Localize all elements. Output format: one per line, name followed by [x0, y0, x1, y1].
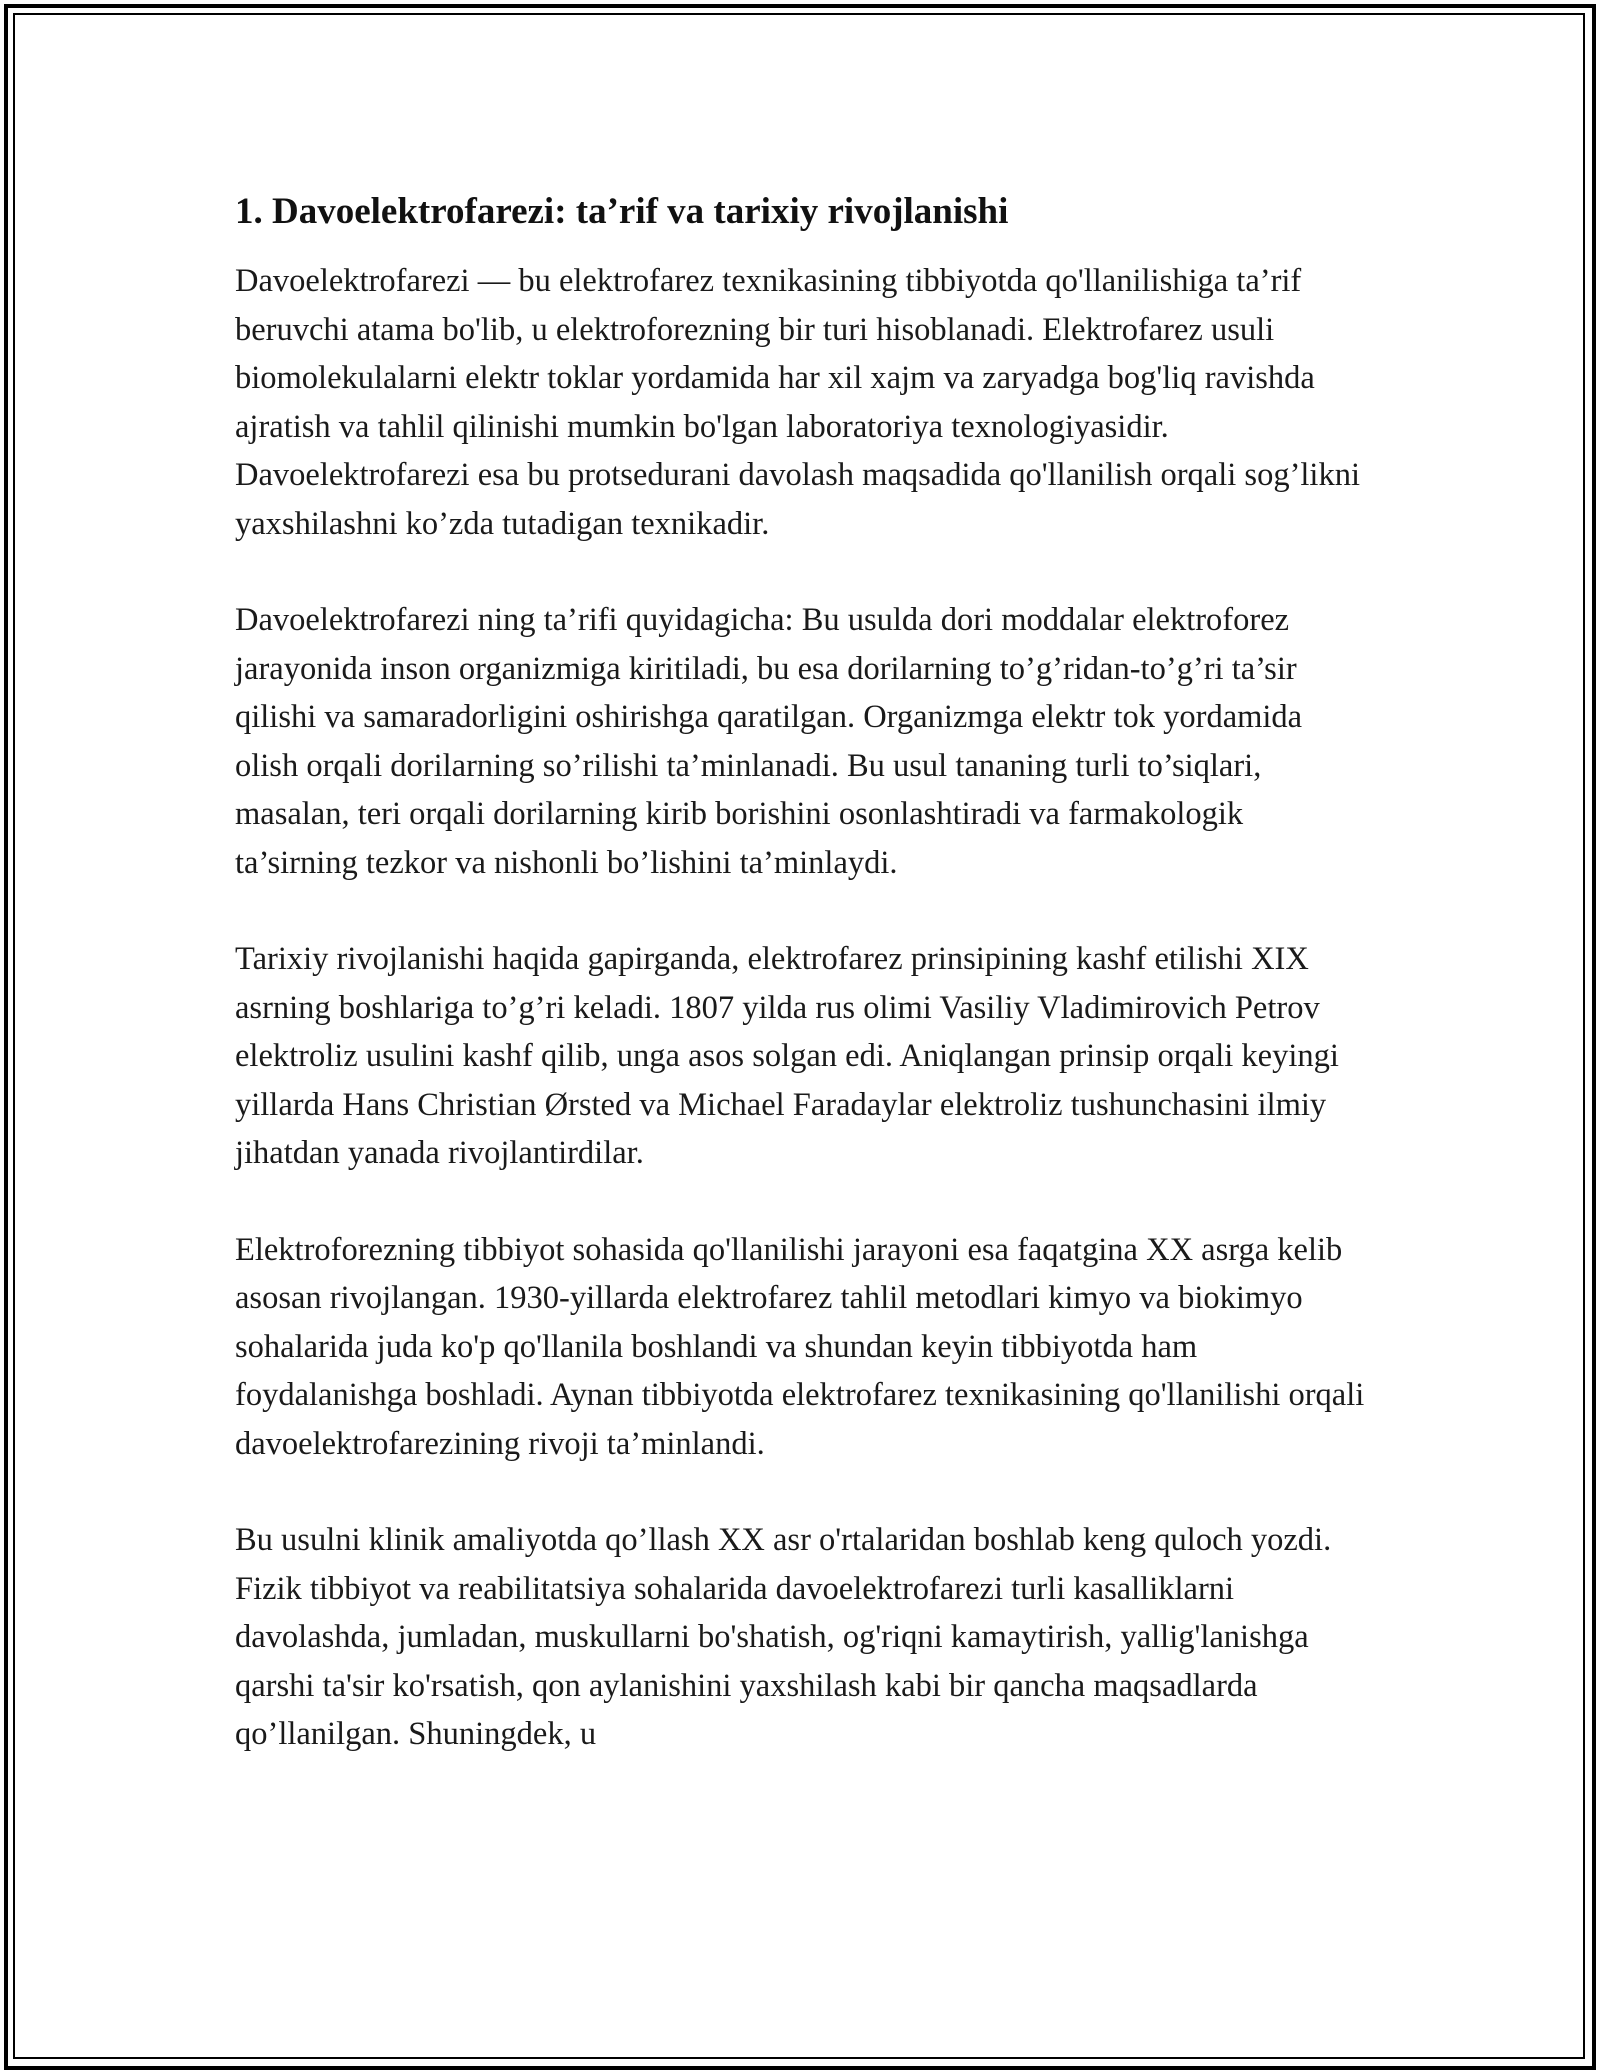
paragraph-clinical-practice: Bu usulni klinik amaliyotda qo’llash XX asr o'rtalaridan boshlab keng quloch yozdi. Fizik tibbiyot va reabilitatsiya sohalarida davoelektrofarezi turli kasalliklarni davolashda, jumladan, muskullarni bo'shatish, og'riqni kamaytirish, yallig'lanishga qarshi ta'sir ko'rsatish, qon aylanishini yaxshilash kabi bir qancha maqsadlarda qo’llanilgan. Shuningdek, u	[235, 1522, 1332, 1752]
paragraph-method-description: Davoelektrofarezi ning ta’rifi quyidagicha: Bu usulda dori moddalar elektroforez jarayonida inson organizmiga kiritiladi, bu esa dorilarning to’g’ridan-to’g’ri ta’sir qilishi va samaradorligini oshirishga qaratilgan. Organizmga elektr tok yordamida olish orqali dorilarning so’rilishi ta’minlanadi. Bu usul tananing turli to’siqlari, masalan, teri orqali dorilarning kirib borishini osonlashtiradi va farmakologik ta’sirning tezkor va nishonli bo’lishini ta’minlaydi.	[235, 602, 1303, 881]
paragraph-historical-origins: Tarixiy rivojlanishi haqida gapirganda, elektrofarez prinsipining kashf etilishi XIX asrning boshlariga to’g’ri keladi. 1807 yilda rus olimi Vasiliy Vladimirovich Petrov elektroliz usulini kashf qilib, unga asos solgan edi. Aniqlangan prinsip orqali keyingi yillarda Hans Christian Ørsted va Michael Faradaylar elektroliz tushunchasini ilmiy jihatdan yanada rivojlantirdilar.	[235, 941, 1339, 1171]
paragraph-medical-application: Elektroforezning tibbiyot sohasida qo'llanilishi jarayoni esa faqatgina XX asrga kelib asosan rivojlangan. 1930-yillarda elektrofarez tahlil metodlari kimyo va biokimyo sohalarida juda ko'p qo'llanila boshlandi va shundan keyin tibbiyotda ham foydalanishga boshladi. Aynan tibbiyotda elektrofarez texnikasining qo'llanilishi orqali davoelektrofarezining rivoji ta’minlandi.	[235, 1231, 1365, 1462]
paragraph-definition: Davoelektrofarezi — bu elektrofarez texnikasining tibbiyotda qo'llanilishiga ta’rif beruvchi atama bo'lib, u elektroforezning bir turi hisoblanadi. Elektrofarez usuli biomolekulalarni elektr toklar yordamida har xil xajm va zaryadga bog'liq ravishda ajratish va tahlil qilinishi mumkin bo'lgan laboratoriya texnologiyasidir. Davoelektrofarezi esa bu protsedurani davolash maqsadida qo'llanilish orqali sog’likni yaxshilashni ko’zda tutadigan texnikadir.	[235, 263, 1360, 542]
document-body	[235, 185, 1365, 1807]
section-heading: 1. Davoelektrofarezi: ta’rif va tarixiy rivojlanishi	[235, 191, 1009, 232]
